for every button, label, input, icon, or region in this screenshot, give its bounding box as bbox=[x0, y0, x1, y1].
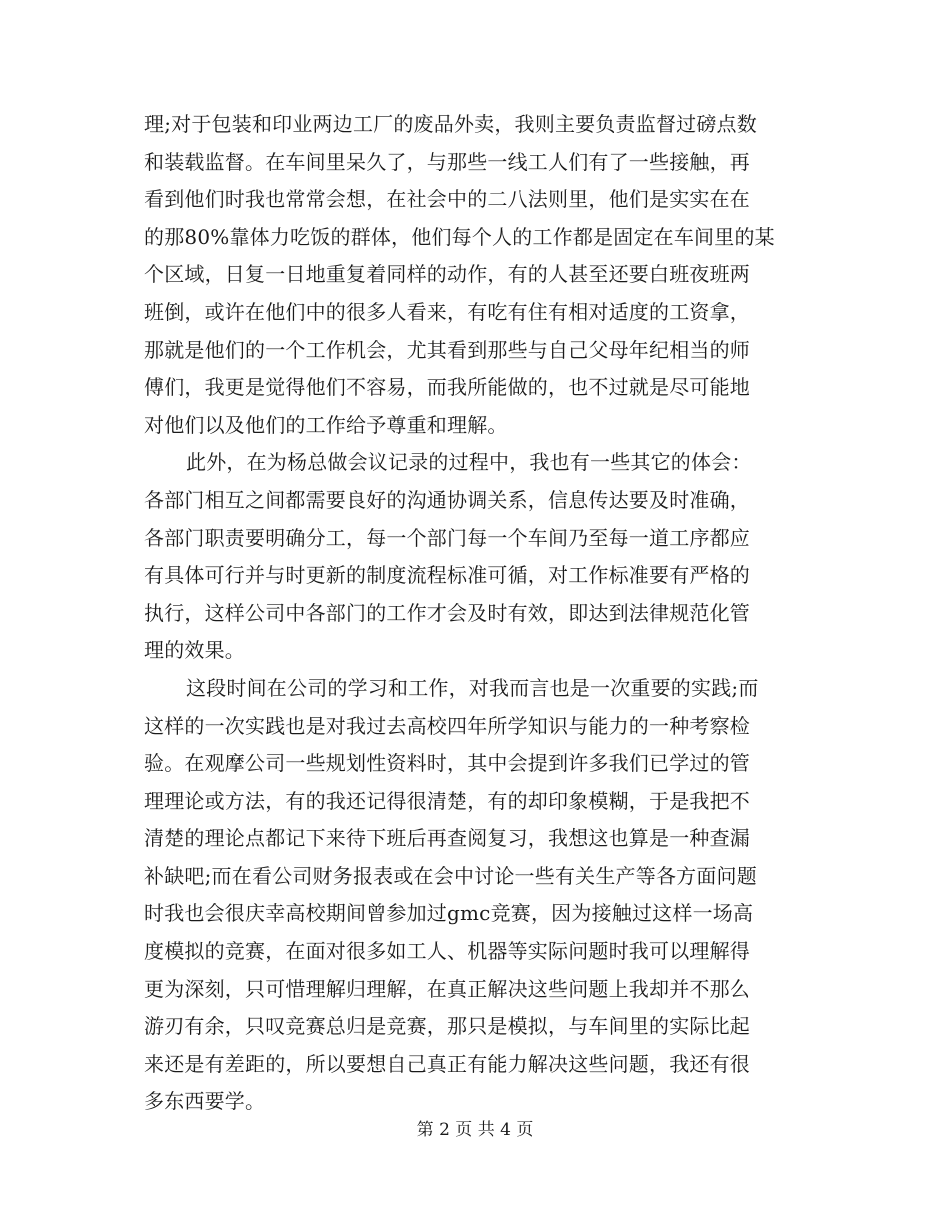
document-body bbox=[144, 106, 804, 1121]
text-line: 游刃有余，只叹竞赛总归是竞赛，那只是模拟，与车间里的实际比起 bbox=[144, 1014, 750, 1039]
text-line: 看到他们时我也常常会想，在社会中的二八法则里，他们是实实在在 bbox=[144, 187, 750, 212]
text-line: 验。在观摩公司一些规划性资料时，其中会提到许多我们已学过的管 bbox=[144, 751, 750, 776]
text-line: 的那80%靠体力吃饭的群体，他们每个人的工作都是固定在车间里的某 bbox=[144, 224, 775, 249]
text-line: 清楚的理论点都记下来待下班后再查阅复习，我想这也算是一种查漏 bbox=[144, 826, 750, 851]
text-line: 度模拟的竞赛，在面对很多如工人、机器等实际问题时我可以理解得 bbox=[144, 939, 750, 964]
text-line: 各部门职责要明确分工，每一个部门每一个车间乃至每一道工序都应 bbox=[144, 525, 750, 550]
paragraph-first-line: 此外，在为杨总做会议记录的过程中，我也有一些其它的体会： bbox=[186, 450, 752, 475]
text-line: 来还是有差距的，所以要想自己真正有能力解决这些问题，我还有很 bbox=[144, 1051, 750, 1076]
page-footer bbox=[0, 1115, 950, 1140]
text-line: 和装载监督。在车间里呆久了，与那些一线工人们有了一些接触，再 bbox=[144, 149, 750, 174]
text-line: 更为深刻，只可惜理解归理解，在真正解决这些问题上我却并不那么 bbox=[144, 976, 750, 1001]
text-line: 理理论或方法，有的我还记得很清楚，有的却印象模糊，于是我把不 bbox=[144, 788, 750, 813]
text-line: 时我也会很庆幸高校期间曾参加过gmc竞赛，因为接触过这样一场高 bbox=[144, 901, 754, 926]
text-line: 理;对于包装和印业两边工厂的废品外卖，我则主要负责监督过磅点数 bbox=[144, 112, 757, 136]
text-line: 那就是他们的一个工作机会，尤其看到那些与自己父母年纪相当的师 bbox=[144, 337, 750, 362]
text-line: 补缺吧;而在看公司财务报表或在会中讨论一些有关生产等各方面问题 bbox=[144, 863, 757, 888]
page-number: 第 2 页 共 4 页 bbox=[416, 1120, 534, 1140]
text-line: 执行，这样公司中各部门的工作才会及时有效，即达到法律规范化管 bbox=[144, 600, 750, 625]
paragraph-first-line: 这段时间在公司的学习和工作，对我而言也是一次重要的实践;而 bbox=[186, 675, 759, 700]
text-line: 傅们，我更是觉得他们不容易，而我所能做的，也不过就是尽可能地 bbox=[144, 375, 750, 400]
text-line: 班倒，或许在他们中的很多人看来，有吃有住有相对适度的工资拿， bbox=[144, 299, 750, 324]
text-line: 各部门相互之间都需要良好的沟通协调关系，信息传达要及时准确， bbox=[144, 487, 750, 512]
text-line: 多东西要学。 bbox=[144, 1089, 266, 1114]
text-line: 有具体可行并与时更新的制度流程标准可循，对工作标准要有严格的 bbox=[144, 563, 750, 588]
text-line: 对他们以及他们的工作给予尊重和理解。 bbox=[144, 412, 508, 437]
text-line: 这样的一次实践也是对我过去高校四年所学知识与能力的一种考察检 bbox=[144, 713, 750, 738]
text-line: 个区域，日复一日地重复着同样的动作，有的人甚至还要白班夜班两 bbox=[144, 262, 750, 287]
text-line: 理的效果。 bbox=[144, 638, 245, 663]
